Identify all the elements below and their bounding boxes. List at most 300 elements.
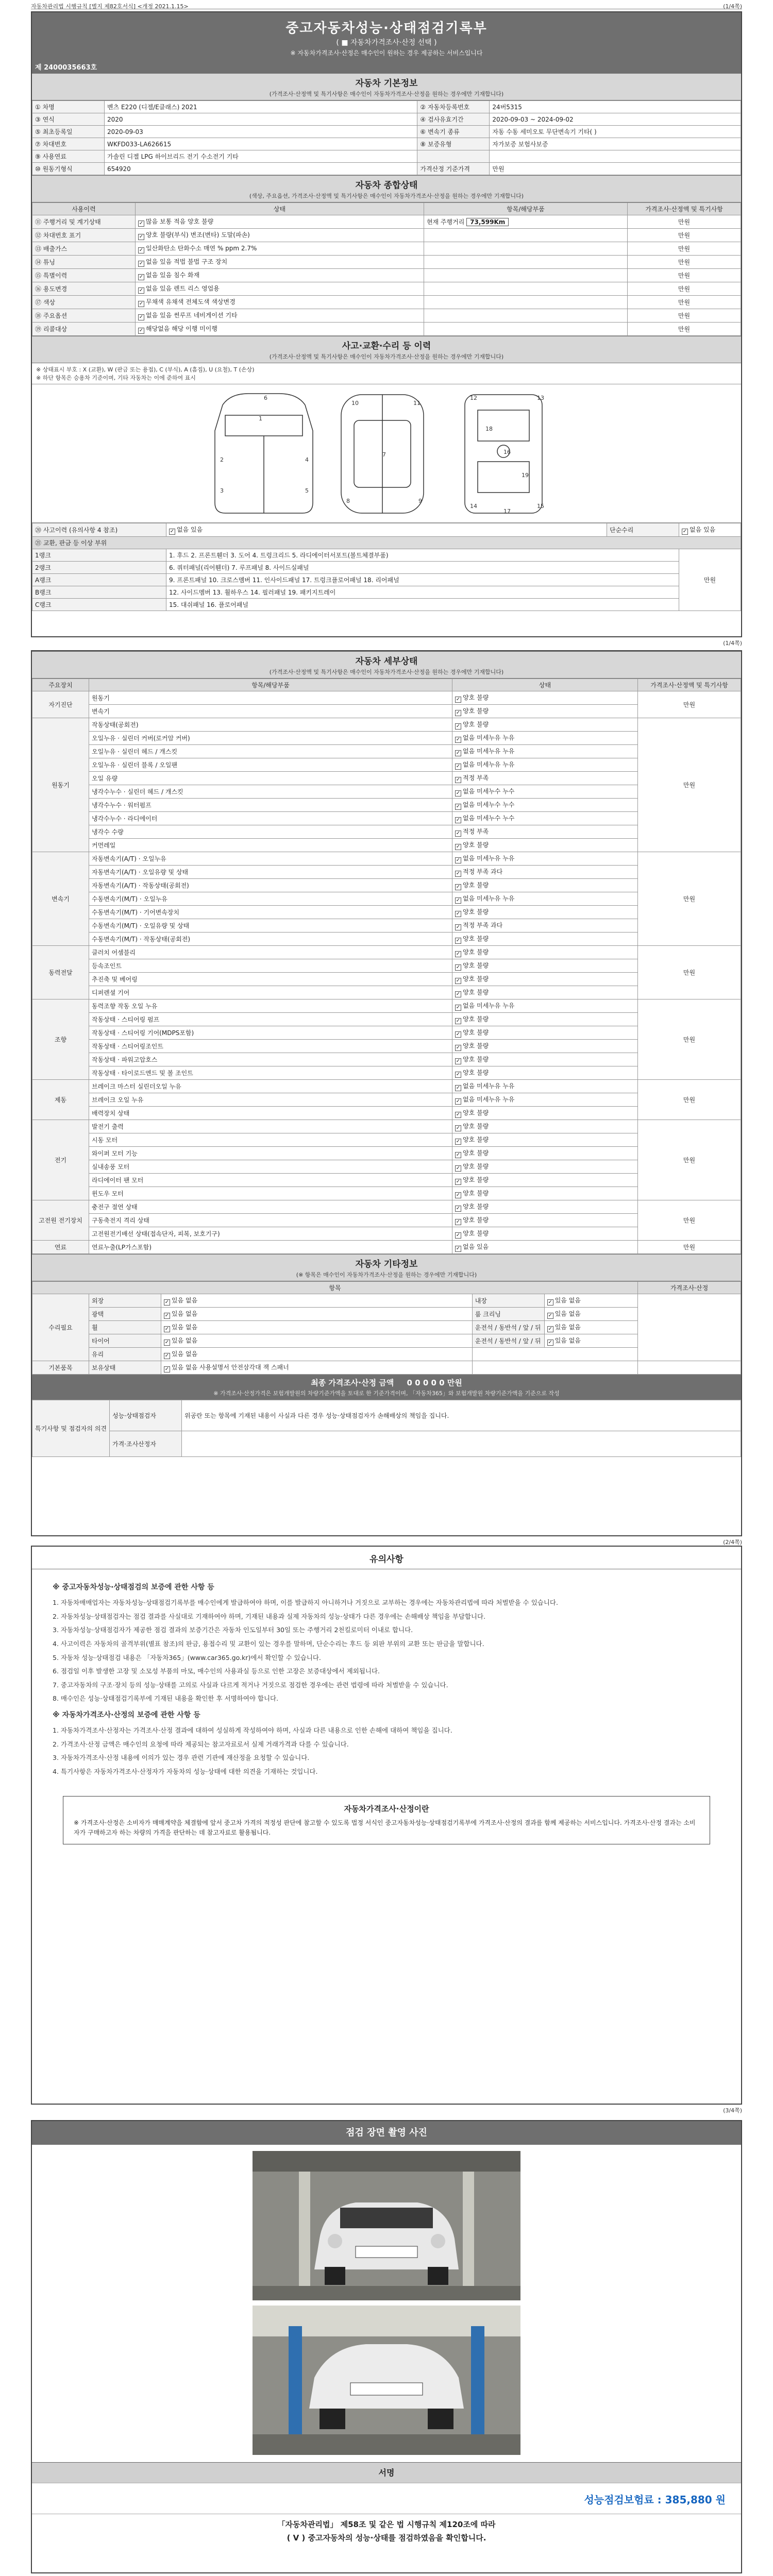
detail-state [452, 1040, 638, 1053]
detail-checkbox[interactable]: ✓ [456, 1005, 461, 1010]
detail-state-options: 양호 불량 [463, 1123, 489, 1130]
accident-heading: 사고·교환·수리 등 이력 [342, 341, 431, 351]
detail-state [452, 1080, 638, 1093]
summary-price-unit: 만원 [628, 282, 741, 296]
summary-item-label: ⑰ 색상 [32, 296, 136, 309]
detail-state-options: 없음 미세누수 누수 [463, 815, 515, 822]
detail-checkbox[interactable]: ✓ [456, 964, 461, 970]
detail-part: 작동상태 · 스티어링 펌프 [89, 1013, 452, 1026]
form-title-note: ※ 자동차가격조사·산정은 매수인이 원하는 경우 제공하는 서비스입니다 [290, 49, 483, 57]
other-checkbox[interactable]: ✓ [164, 1353, 170, 1359]
accident-table [32, 523, 741, 611]
detail-checkbox[interactable]: ✓ [456, 897, 461, 903]
other-item-options: 있음 없음 [172, 1337, 198, 1344]
summary-checkbox[interactable]: ✓ [139, 328, 144, 333]
detail-header [32, 651, 741, 679]
detail-part: 작동상태 · 파워고압호스 [89, 1053, 452, 1066]
accident-history-label: ⑳ 사고이력 (유의사항 4 참조) [32, 523, 166, 537]
detail-part: 수동변속기(M/T) · 기어변속장치 [89, 906, 452, 919]
detail-price-unit: 만원 [638, 691, 741, 718]
detail-checkbox[interactable]: ✓ [456, 1246, 461, 1251]
accident-header [32, 336, 741, 363]
detail-row [32, 1200, 741, 1214]
detail-part: 연료누출(LP가스포함) [89, 1241, 452, 1254]
summary-checkbox[interactable]: ✓ [139, 314, 144, 320]
detail-checkbox[interactable]: ✓ [456, 817, 461, 823]
basic-info-value: 2020-09-03 [105, 126, 417, 138]
detail-state-options: 없음 있음 [463, 1243, 489, 1250]
summary-checkbox[interactable]: ✓ [139, 301, 144, 307]
detail-state [452, 1066, 638, 1080]
detail-group-name: 전기 [32, 1120, 89, 1200]
detail-checkbox[interactable]: ✓ [456, 924, 461, 930]
appraisal-note: ※ 가격조사·산정가격은 보험개발원의 차량기준가액을 토대로 한 기준가격이며, 「자동차365」와 보험개발원 차량기준가액을 기준으로 작성 [213, 1390, 560, 1397]
sheet-4 [31, 2120, 742, 2573]
detail-row [32, 732, 741, 745]
detail-state [452, 799, 638, 812]
summary-checkbox[interactable]: ✓ [139, 274, 144, 280]
summary-item-extra [424, 215, 627, 229]
note-item: 4. 사고이력은 자동차의 골격부위(별표 참조)의 판금, 용접수리 및 교환이 있는 경우를 말하며, 단순수리는 후드 등 외판 부위의 교환 또는 판금을 말합니다. [53, 1639, 484, 1648]
basic-info-row [32, 126, 741, 138]
rank2-items: 6. 쿼터패널(리어휀더) 7. 루프패널 8. 사이드실패널 [166, 562, 679, 574]
diagram-number-label: 5 [305, 487, 309, 494]
summary-item-options: 일산화탄소 탄화수소 매연 % ppm 2.7% [146, 245, 257, 252]
summary-item-label: ⑫ 차대번호 표기 [32, 229, 136, 242]
summary-item-state [136, 323, 424, 336]
rank1-items: 1. 후드 2. 프론트휀더 3. 도어 4. 트렁크리드 5. 라디에이터서포트(볼트체결부품) [166, 549, 679, 562]
other-info-row [32, 1361, 741, 1375]
rank1-label: 1랭크 [32, 549, 166, 562]
summary-item-options: 양호 불량(부식) 변조(변타) 도말(파손) [146, 231, 250, 239]
detail-checkbox[interactable]: ✓ [456, 1206, 461, 1211]
detail-checkbox[interactable]: ✓ [456, 871, 461, 876]
detail-checkbox[interactable]: ✓ [456, 1152, 461, 1158]
detail-checkbox[interactable]: ✓ [456, 844, 461, 850]
summary-item-state [136, 282, 424, 296]
summary-item-options: 없음 있음 렌트 리스 영업용 [146, 285, 220, 292]
other-item-name: 타이어 [89, 1334, 161, 1348]
detail-state-options: 양호 불량 [463, 1163, 489, 1170]
detail-group-name: 제동 [32, 1080, 89, 1120]
detail-checkbox[interactable]: ✓ [456, 1072, 461, 1077]
detail-part: 브레이크 오일 누유 [89, 1093, 452, 1107]
detail-row [32, 825, 741, 839]
note-item: 2. 가격조사·산정 금액은 매수인의 요청에 따라 제공되는 참고자료로서 실제 거래가격과 다를 수 있습니다. [53, 1740, 349, 1748]
car-front-view [215, 394, 313, 513]
detail-checkbox[interactable]: ✓ [456, 1045, 461, 1050]
other-info-header [32, 1254, 741, 1281]
diagram-number-label: 3 [220, 487, 224, 494]
detail-checkbox[interactable]: ✓ [456, 1058, 461, 1064]
price-inspector-value[interactable] [182, 1431, 741, 1457]
summary-table [32, 202, 741, 336]
other-item-state [161, 1321, 473, 1334]
detail-state [452, 1053, 638, 1066]
other-checkbox[interactable]: ✓ [548, 1326, 552, 1332]
detail-state-options: 없음 미세누유 누유 [463, 1082, 515, 1090]
detail-state-options: 양호 불량 [463, 975, 489, 982]
summary-item-extra [424, 296, 627, 309]
other-item-options: 있음 없음 [554, 1324, 581, 1331]
detail-state-options: 적정 부족 과다 [463, 868, 503, 875]
car-diagram-area [32, 384, 741, 523]
detail-state-options: 양호 불량 [463, 1029, 489, 1036]
summary-item-extra [424, 256, 627, 269]
other-checkbox[interactable]: ✓ [164, 1313, 170, 1318]
detail-state [452, 879, 638, 892]
other-item-options: 있음 없음 사용설명서 안전삼각대 잭 스패너 [172, 1364, 289, 1371]
appraisal-header [32, 1375, 741, 1400]
summary-item-options: 해당없음 해당 이행 미이행 [146, 325, 217, 332]
basic-info-table [32, 100, 741, 175]
rankA-items: 9. 프론트패널 10. 크로스멤버 11. 인사이드패널 17. 트렁크플로어패널 18. 리어패널 [166, 574, 679, 586]
accident-history-value [166, 523, 607, 537]
other-item-name: 내장 [472, 1294, 544, 1308]
summary-item-label: ⑯ 용도변경 [32, 282, 136, 296]
detail-part: 브레이크 마스터 실린더오일 누유 [89, 1080, 452, 1093]
detail-checkbox[interactable]: ✓ [456, 697, 461, 702]
detail-checkbox[interactable]: ✓ [456, 1139, 461, 1144]
basic-info-value: 2020-09-03 ~ 2024-09-02 [490, 113, 741, 126]
detail-group-name: 원동기 [32, 718, 89, 852]
detail-checkbox[interactable]: ✓ [456, 764, 461, 769]
other-item-options: 있음 없음 [172, 1324, 198, 1331]
detail-state-options: 양호 불량 [463, 707, 489, 715]
detail-part: 냉각수누수 · 라디에이터 [89, 812, 452, 825]
diagram-number-label: 14 [470, 503, 477, 510]
diagram-number-label: 1 [259, 415, 262, 422]
detail-state-options: 없음 미세누수 누수 [463, 788, 515, 795]
other-item-state [544, 1294, 637, 1308]
detail-state-options: 양호 불량 [463, 1109, 489, 1116]
detail-state [452, 812, 638, 825]
detail-state [452, 959, 638, 973]
detail-part: 추진축 및 베어링 [89, 973, 452, 986]
basic-info-key: ③ 연식 [32, 113, 105, 126]
detail-state [452, 691, 638, 705]
detail-state-options: 양호 불량 [463, 841, 489, 849]
detail-state [452, 1120, 638, 1133]
summary-checkbox[interactable]: ✓ [139, 247, 144, 253]
detail-state [452, 866, 638, 879]
detail-price-unit: 만원 [638, 946, 741, 999]
detail-checkbox[interactable]: ✓ [456, 831, 461, 836]
summary-item-label: ⑭ 튜닝 [32, 256, 136, 269]
other-checkbox[interactable]: ✓ [164, 1340, 170, 1345]
detail-checkbox[interactable]: ✓ [456, 790, 461, 796]
detail-state [452, 1187, 638, 1200]
other-item-state [544, 1334, 637, 1348]
other-checkbox[interactable]: ✓ [548, 1299, 552, 1305]
notes-list-1 [53, 1598, 720, 1704]
other-checkbox[interactable]: ✓ [548, 1313, 552, 1318]
detail-state [452, 1160, 638, 1174]
basic-info-value: 2020 [105, 113, 417, 126]
detail-checkbox[interactable]: ✓ [456, 911, 461, 917]
repair-checkbox[interactable]: ✓ [682, 529, 687, 534]
summary-row [32, 323, 741, 336]
detail-state-options: 없음 미세누유 누유 [463, 761, 515, 768]
summary-price-unit: 만원 [628, 296, 741, 309]
summary-checkbox[interactable]: ✓ [139, 234, 144, 240]
accident-legend: ※ 상태표시 부호 : X (교환), W (판금 또는 용접), C (부식), A (흠집), U (요철), T (손상) [36, 366, 255, 373]
detail-part: 발전기 출력 [89, 1120, 452, 1133]
detail-state [452, 1026, 638, 1040]
summary-item-options: 무채색 유채색 전체도색 색상변경 [146, 298, 236, 306]
detail-state [452, 1147, 638, 1160]
summary-item-options: 많음 보통 적음 양호 불량 [146, 218, 214, 225]
detail-part: 오일누유 · 실린더 커버(로커암 커버) [89, 732, 452, 745]
summary-item-state [136, 242, 424, 256]
detail-row [32, 1120, 741, 1133]
summary-checkbox[interactable]: ✓ [139, 221, 144, 226]
notes-sub2: ※ 자동차가격조사·산정의 보증에 관한 사항 등 [53, 1711, 200, 1720]
detail-state-options: 양호 불량 [463, 1230, 489, 1237]
summary-price-unit: 만원 [628, 269, 741, 282]
detail-row [32, 892, 741, 906]
sheet-3 [31, 1546, 742, 2105]
summary-checkbox[interactable]: ✓ [139, 287, 144, 293]
diagram-number-label: 7 [382, 451, 386, 458]
mileage-label: 현재 주행거리 [426, 218, 465, 226]
detail-checkbox[interactable]: ✓ [456, 1125, 461, 1131]
detail-part: 커먼레일 [89, 839, 452, 852]
detail-row [32, 812, 741, 825]
detail-row [32, 785, 741, 799]
basic-info-row [32, 150, 741, 163]
detail-checkbox[interactable]: ✓ [456, 737, 461, 742]
detail-row [32, 1241, 741, 1254]
detail-part: 변속기 [89, 705, 452, 718]
detail-checkbox[interactable]: ✓ [456, 884, 461, 890]
detail-state-options: 양호 불량 [463, 694, 489, 701]
detail-row [32, 691, 741, 705]
detail-checkbox[interactable]: ✓ [456, 978, 461, 984]
detail-group-name: 조향 [32, 999, 89, 1080]
detail-checkbox[interactable]: ✓ [456, 804, 461, 809]
signature-line-2: ( V ) 중고자동차의 성능·상태를 점검하였음을 확인합니다. [287, 2533, 486, 2543]
other-checkbox[interactable]: ✓ [548, 1340, 552, 1345]
detail-heading: 자동차 세부상태 [355, 656, 418, 667]
detail-col-device: 주요장치 [32, 679, 89, 691]
diagram-number-label: 4 [305, 456, 309, 463]
detail-price-unit: 만원 [638, 852, 741, 946]
other-item-options: 있음 없음 [172, 1310, 198, 1317]
detail-checkbox[interactable]: ✓ [456, 1232, 461, 1238]
diagram-number-label: 10 [351, 400, 359, 406]
detail-state [452, 705, 638, 718]
other-info-row [32, 1348, 741, 1361]
detail-checkbox[interactable]: ✓ [456, 1165, 461, 1171]
accident-legend-block [32, 363, 741, 384]
diagram-number-label: 6 [264, 395, 267, 401]
detail-row [32, 1187, 741, 1200]
detail-checkbox[interactable]: ✓ [456, 857, 461, 863]
detail-state [452, 772, 638, 785]
other-item-name: 광택 [89, 1308, 161, 1321]
appraisal-explainer-box [63, 1796, 710, 1844]
detail-state-options: 양호 불량 [463, 908, 489, 916]
other-checkbox[interactable]: ✓ [164, 1366, 170, 1372]
detail-part: 냉각수누수 · 실린더 헤드 / 개스킷 [89, 785, 452, 799]
detail-checkbox[interactable]: ✓ [456, 1031, 461, 1037]
other-item-options: 있음 없음 [554, 1337, 581, 1344]
note-item: 1. 자동차가격조사·산정자는 가격조사·산정 결과에 대하여 성실하게 작성하여야 하며, 사실과 다른 내용으로 인한 손해에 대하여 책임을 집니다. [53, 1726, 452, 1735]
detail-state [452, 825, 638, 839]
summary-item-extra [424, 309, 627, 323]
other-price-cell [638, 1361, 741, 1375]
basic-info-value: 가솔린 디젤 LPG 하이브리드 전기 수소전기 기타 [105, 150, 417, 163]
history-checkbox[interactable]: ✓ [170, 529, 175, 534]
detail-row [32, 1133, 741, 1147]
detail-state-options: 없음 미세누유 누유 [463, 748, 515, 755]
detail-part: 등속조인트 [89, 959, 452, 973]
summary-price-unit: 만원 [628, 242, 741, 256]
other-col-price: 가격조사·산정 [638, 1282, 741, 1294]
detail-state-options: 없음 미세누수 누수 [463, 801, 515, 808]
detail-state [452, 933, 638, 946]
basic-info-key [417, 150, 490, 163]
diagram-number-label: 16 [503, 449, 511, 455]
diagram-number-label: 18 [485, 426, 493, 432]
detail-checkbox[interactable]: ✓ [456, 1192, 461, 1198]
detail-price-unit: 만원 [638, 1200, 741, 1241]
detail-state-options: 양호 불량 [463, 1216, 489, 1224]
detail-state-options: 양호 불량 [463, 935, 489, 942]
detail-state [452, 1093, 638, 1107]
diagram-number-label: 12 [470, 395, 477, 401]
other-item-name: 휠 [89, 1321, 161, 1334]
perf-inspector-label: 성능·상태점검자 [110, 1400, 182, 1431]
summary-item-extra [424, 269, 627, 282]
summary-row [32, 229, 741, 242]
other-item-state [161, 1334, 473, 1348]
special-notes-label: 특기사항 및 점검자의 의견 [32, 1400, 110, 1457]
simple-repair-options: 없음 있음 [690, 526, 716, 533]
other-info-caption: (※ 항목은 매수인이 자동차가격조사·산정을 원하는 경우에만 기재합니다) [296, 1272, 477, 1278]
appraisal-explainer-title: 자동차가격조사·산정이란 [344, 1804, 429, 1814]
form-title-bar [32, 12, 741, 73]
detail-state [452, 745, 638, 758]
detail-checkbox[interactable]: ✓ [456, 1018, 461, 1024]
other-item-options: 있음 없음 [554, 1297, 581, 1304]
detail-group-name: 자기진단 [32, 691, 89, 718]
detail-col-price: 가격조사·산정액 및 특기사항 [638, 679, 741, 691]
detail-state-options: 없음 미세누유 누유 [463, 1096, 515, 1103]
detail-price-unit: 만원 [638, 718, 741, 852]
detail-part: 오일누유 · 실린더 블록 / 오일팬 [89, 758, 452, 772]
appraisal-amount: 0 0 0 0 0 만원 [407, 1378, 462, 1387]
rankA-label: A랭크 [32, 574, 166, 586]
detail-checkbox[interactable]: ✓ [456, 710, 461, 716]
detail-state-options: 양호 불량 [463, 1149, 489, 1157]
other-item-name: 보유상태 [89, 1361, 161, 1375]
detail-state-options: 양호 불량 [463, 721, 489, 728]
basic-info-value: 만원 [490, 163, 741, 175]
summary-item-state [136, 309, 424, 323]
appraisal-explainer-text: ※ 가격조사·산정은 소비자가 매매계약을 체결함에 앞서 중고차 가격의 적정성 판단에 참고할 수 있도록 법정 서식인 중고자동차성능·상태점검기록부에 가격조사·산정의 결과를 함께 제공하는 서비스입니다. 가격조사·산정 결과는 소비자가 구매하고자 하는 차량의 가격을 판단하는 데 참고자료로 활용됩니다. [74, 1819, 696, 1836]
detail-row [32, 906, 741, 919]
appraisal-title: 최종 가격조사·산정 금액 [311, 1378, 394, 1387]
summary-checkbox[interactable]: ✓ [139, 261, 144, 266]
summary-item-extra [424, 282, 627, 296]
detail-part: 자동변속기(A/T) · 작동상태(공회전) [89, 879, 452, 892]
summary-col-price: 가격조사·산정액 및 특기사항 [628, 203, 741, 215]
detail-state-options: 양호 불량 [463, 989, 489, 996]
form-subtitle: ( ■ 자동차가격조사·산정 선택 ) [336, 39, 437, 47]
detail-row [32, 959, 741, 973]
detail-checkbox[interactable]: ✓ [456, 991, 461, 997]
diagram-number-label: 17 [503, 508, 511, 515]
detail-group-name: 고전원 전기장치 [32, 1200, 89, 1241]
detail-row [32, 1066, 741, 1080]
summary-col-state: 상태 [136, 203, 424, 215]
summary-item-options: 없음 있음 침수 화재 [146, 272, 200, 279]
detail-part: 동력조향 작동 오일 누유 [89, 999, 452, 1013]
detail-state-options: 양호 불량 [463, 1203, 489, 1210]
detail-checkbox[interactable]: ✓ [456, 1098, 461, 1104]
detail-state [452, 1241, 638, 1254]
photo-rear-image [253, 2306, 520, 2455]
other-item-state [161, 1308, 473, 1321]
detail-checkbox[interactable]: ✓ [456, 951, 461, 957]
rankB-label: B랭크 [32, 586, 166, 599]
detail-checkbox[interactable]: ✓ [456, 938, 461, 943]
summary-heading: 자동차 종합상태 [355, 180, 418, 191]
other-checkbox[interactable]: ✓ [164, 1326, 170, 1332]
detail-state [452, 919, 638, 933]
detail-state [452, 986, 638, 999]
other-item-name: 운전석 / 동반석 / 앞 / 뒤 [472, 1334, 544, 1348]
other-info-row [32, 1308, 741, 1321]
detail-checkbox[interactable]: ✓ [456, 777, 461, 783]
detail-checkbox[interactable]: ✓ [456, 723, 461, 729]
signature-heading: 서명 [32, 2462, 741, 2483]
detail-group-name: 동력전달 [32, 946, 89, 999]
detail-checkbox[interactable]: ✓ [456, 1179, 461, 1184]
detail-checkbox[interactable]: ✓ [456, 1112, 461, 1117]
detail-part: 냉각수 수량 [89, 825, 452, 839]
car-diagram [32, 384, 741, 523]
detail-checkbox[interactable]: ✓ [456, 1085, 461, 1091]
detail-checkbox[interactable]: ✓ [456, 1219, 461, 1225]
summary-row [32, 242, 741, 256]
accident-caption: (가격조사·산정액 및 특기사항은 매수인이 자동차가격조사·산정을 원하는 경우에만 기재합니다) [269, 353, 504, 360]
signature-row [32, 2483, 741, 2514]
note-item: 7. 중고자동차의 구조·장치 등의 성능·상태를 고의로 사실과 다르게 적거나 거짓으로 점검한 경우에는 관련 법령에 따라 처벌받을 수 있습니다. [53, 1681, 448, 1689]
summary-row [32, 256, 741, 269]
other-checkbox[interactable]: ✓ [164, 1299, 170, 1305]
basic-info-value: 24버5315 [490, 101, 741, 113]
form-header-line [31, 1, 742, 9]
perf-inspector-text: 위공란 또는 항목에 기재된 내용이 사실과 다른 경우 성능·상태점검자가 손해배상의 책임을 집니다. [182, 1400, 741, 1431]
page-mark-3: (3/4쪽) [723, 2107, 742, 2114]
detail-state [452, 892, 638, 906]
diagram-number-label: 15 [537, 503, 544, 510]
detail-row [32, 1227, 741, 1241]
detail-state [452, 973, 638, 986]
detail-row [32, 1107, 741, 1120]
signature-line-1: 「자동차관리법」 제58조 및 같은 법 시행규칙 제120조에 따라 [277, 2520, 496, 2529]
detail-checkbox[interactable]: ✓ [456, 750, 461, 756]
detail-state-options: 양호 불량 [463, 1042, 489, 1049]
basic-info-heading: 자동차 기본정보 [355, 78, 418, 89]
page-mark-2: (2/4쪽) [723, 1539, 742, 1546]
detail-part: 오일누유 · 실린더 헤드 / 개스킷 [89, 745, 452, 758]
detail-row [32, 1040, 741, 1053]
summary-item-label: ⑬ 배출가스 [32, 242, 136, 256]
